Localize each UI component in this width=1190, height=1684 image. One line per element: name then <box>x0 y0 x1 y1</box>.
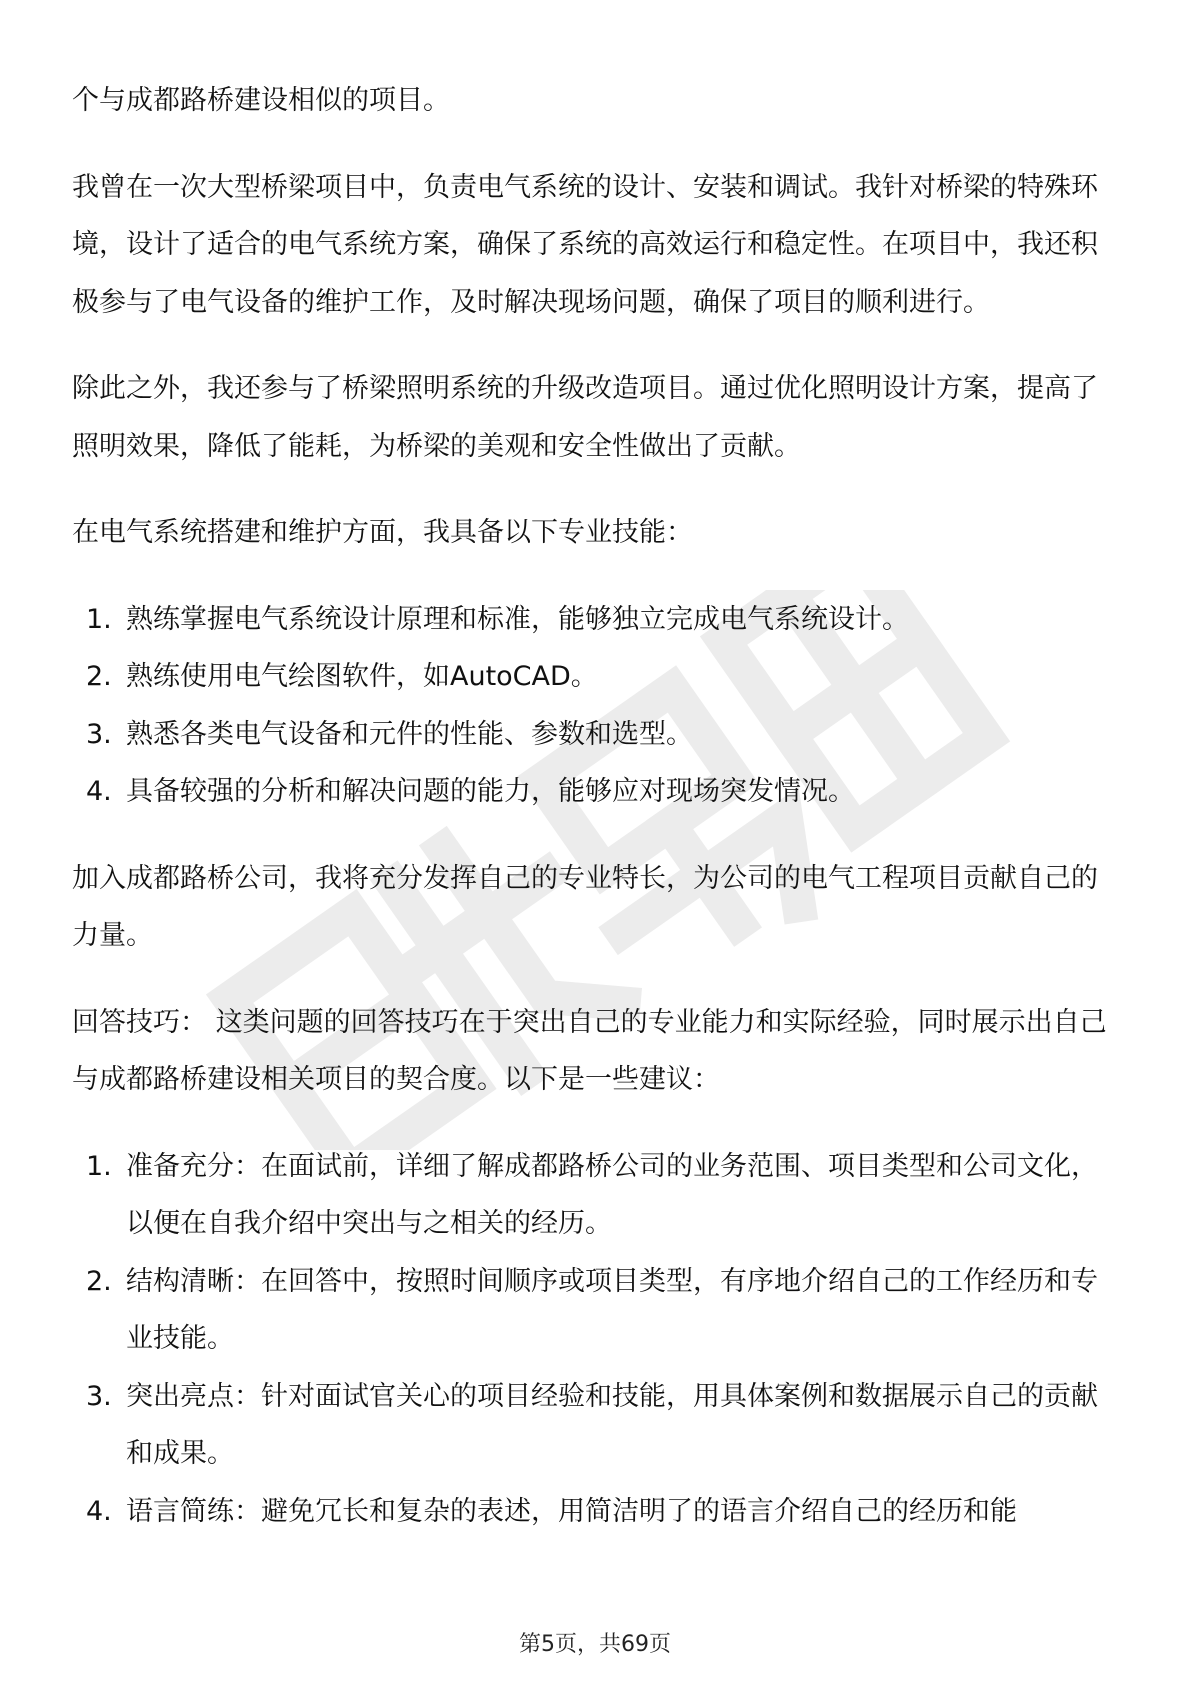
list-item <box>72 763 1122 821</box>
list-item-text: 具备较强的分析和解决问题的能力，能够应对现场突发情况。 <box>126 776 855 807</box>
list-item <box>72 1253 1122 1368</box>
list-item-number: 1. <box>86 1150 112 1182</box>
paragraph: 除此之外，我还参与了桥梁照明系统的升级改造项目。通过优化照明设计方案，提高了照明效果，降低了能耗，为桥梁的美观和安全性做出了贡献。 <box>72 373 1098 462</box>
list-item <box>72 648 1122 706</box>
list-item-number: 2. <box>86 1265 112 1297</box>
paragraph: 在电气系统搭建和维护方面，我具备以下专业技能： <box>72 517 693 548</box>
document-body <box>72 72 1122 1569</box>
list-item <box>72 1138 1122 1253</box>
paragraph: 我曾在一次大型桥梁项目中，负责电气系统的设计、安装和调试。我针对桥梁的特殊环境，设计了适合的电气系统方案，确保了系统的高效运行和稳定性。在项目中，我还积极参与了电气设备的维护工作，及时解决现场问题，确保了项目的顺利进行。 <box>72 171 1098 318</box>
page-number: 第5页，共69页 <box>519 1632 671 1657</box>
list-item-text: 熟练掌握电气系统设计原理和标准，能够独立完成电气系统设计。 <box>126 603 909 635</box>
paragraph: 个与成都路桥建设相似的项目。 <box>72 85 450 116</box>
page-footer <box>0 1630 1190 1660</box>
list-item-number: 2. <box>86 661 112 692</box>
list-item-number: 4. <box>86 1495 112 1527</box>
list-item-number: 3. <box>86 718 112 750</box>
list-item-text: 突出亮点：针对面试官关心的项目经验和技能，用具体案例和数据展示自己的贡献和成果。 <box>126 1380 1098 1469</box>
list-item-text: 熟练使用电气绘图软件，如AutoCAD。 <box>126 661 598 692</box>
list-item-text: 语言简练：避免冗长和复杂的表述，用简洁明了的语言介绍自己的经历和能 <box>126 1495 1017 1527</box>
list-item-text: 熟悉各类电气设备和元件的性能、参数和选型。 <box>126 718 693 750</box>
list-item-text: 结构清晰：在回答中，按照时间顺序或项目类型，有序地介绍自己的工作经历和专业技能。 <box>126 1265 1098 1354</box>
paragraph: 加入成都路桥公司，我将充分发挥自己的专业特长，为公司的电气工程项目贡献自己的力量。 <box>72 862 1098 951</box>
list-item-text: 准备充分：在面试前，详细了解成都路桥公司的业务范围、项目类型和公司文化，以便在自我介绍中突出与之相关的经历。 <box>126 1150 1098 1239</box>
list-item <box>72 1483 1122 1541</box>
list-item <box>72 1368 1122 1483</box>
list-item <box>72 706 1122 764</box>
list-item <box>72 591 1122 649</box>
list-item-number: 3. <box>86 1380 112 1412</box>
list-item-number: 4. <box>86 776 112 807</box>
numbered-list <box>72 591 1122 821</box>
numbered-list <box>72 1138 1122 1541</box>
list-item-number: 1. <box>86 603 112 635</box>
paragraph: 回答技巧： 这类问题的回答技巧在于突出自己的专业能力和实际经验，同时展示出自己与成都路桥建设相关项目的契合度。以下是一些建议： <box>72 1006 1107 1095</box>
